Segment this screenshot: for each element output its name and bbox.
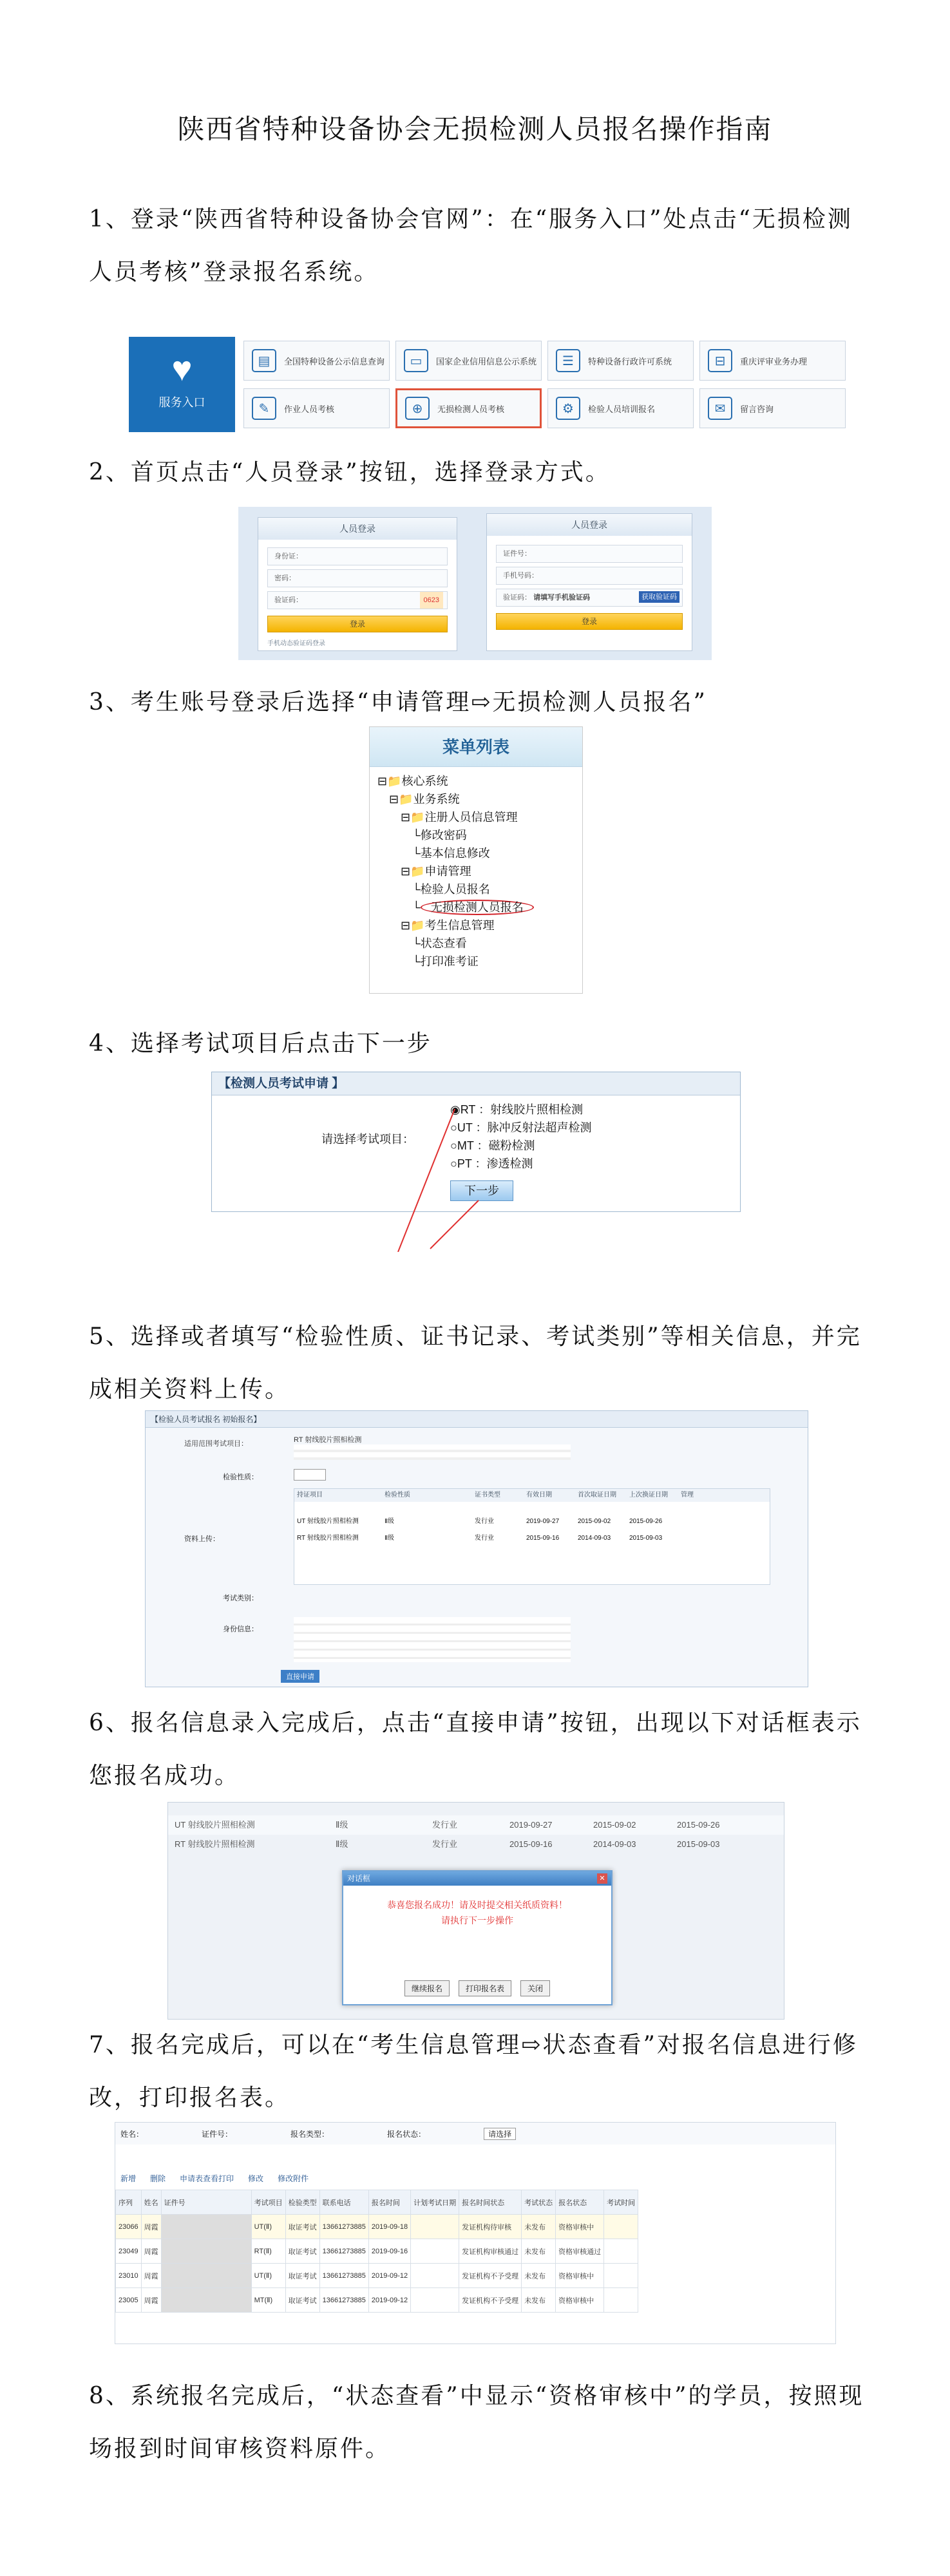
sms-input[interactable]: 验证码： 请填写手机验证码 获取验证码 <box>496 589 683 607</box>
page-title: 陕西省特种设备协会无损检测人员报名操作指南 <box>177 113 773 145</box>
menu-header: 菜单列表 <box>370 727 582 767</box>
captcha-input[interactable]: 验证码： 0623 <box>267 591 448 609</box>
exam-select-label: 请选择考试项目： <box>321 1133 414 1146</box>
nature-select[interactable] <box>294 1469 326 1481</box>
review-icon: ⊟ <box>708 349 732 372</box>
menu-change-password[interactable]: └修改密码 <box>412 829 467 842</box>
service-entry-tile[interactable] <box>129 337 235 432</box>
exam-panel-header: 【检测人员考试申请 】 <box>212 1072 740 1095</box>
status-table: 序列 姓名 证件号 考试项目 检验类型 联系电话 报名时间 计划考试日期 报名时间状态 考试状态 报名状态 考试时间 23066 周霞 UT(Ⅱ) 取证考试 13661273885 2019-09-18 发证机构待审核 未发布 资格审核中 23049 周霞 RT(Ⅱ) 取证考试 13661273885 2019-09-16 发证机构审核通过 未发布 资格审核通过 23010 周霞 UT(Ⅱ) 取证考试 13661273885 2019-09-12 发证机构不予受理 未发布 资格审核中 23005 周霞 MT(Ⅱ) 取证考试 13661273885 2019-09-12 发证机构不予受理 未发布 资格审核中 <box>115 2190 638 2313</box>
continue-button[interactable]: 继续报名 <box>404 1980 450 1996</box>
table-row[interactable]: 23010 周霞 UT(Ⅱ) 取证考试 13661273885 2019-09-12 发证机构不予受理 未发布 资格审核中 <box>116 2264 638 2288</box>
login-button-sms[interactable]: 登录 <box>496 613 683 630</box>
option-mt[interactable]: ○MT ：磁粉检测 <box>450 1139 535 1152</box>
document-icon: ▤ <box>252 349 276 372</box>
status-select[interactable]: 请选择 <box>484 2128 516 2140</box>
chat-icon: ✉ <box>708 397 732 420</box>
option-pt[interactable]: ○PT ：渗透检测 <box>450 1157 533 1170</box>
login-button[interactable]: 登录 <box>267 616 448 632</box>
option-ut[interactable]: ○UT ：脉冲反射法超声检测 <box>450 1121 592 1134</box>
step-5: 5、选择或者填写“检验性质、证书记录、考试类别”等相关信息，并完成相关资料上传。 <box>89 1323 862 1403</box>
login-panel-left: 人员登录 身份证： 密码： 验证码： 0623 登录 手机动态验证码登录 <box>258 517 457 651</box>
edit-button[interactable]: 修改 <box>248 2174 264 2183</box>
tile-review[interactable]: ⊟ 重庆评审业务办理 <box>699 341 846 381</box>
table-row[interactable]: 23066 周霞 UT(Ⅱ) 取证考试 13661273885 2019-09-18 发证机构待审核 未发布 资格审核中 <box>116 2215 638 2239</box>
menu-figure <box>369 726 583 994</box>
tile-ndt-exam[interactable]: ⊕ 无损检测人员考核 <box>395 388 542 428</box>
monitor-icon: ▭ <box>404 349 428 372</box>
menu-registration[interactable]: ⊟📁注册人员信息管理 <box>401 811 518 824</box>
service-entry-figure <box>129 337 853 432</box>
tile-message[interactable]: ✉ 留言咨询 <box>699 388 846 428</box>
add-button[interactable]: 新增 <box>120 2174 137 2183</box>
tile-training[interactable]: ⚙ 检验人员培训报名 <box>547 388 694 428</box>
next-button[interactable]: 下一步 <box>450 1180 513 1201</box>
menu-business[interactable]: ⊟📁业务系统 <box>389 793 460 806</box>
menu-ndt-signup[interactable]: └ 无损检测人员报名 <box>377 898 534 916</box>
phone-input[interactable]: 手机号码： <box>496 567 683 585</box>
training-icon: ⚙ <box>556 397 580 420</box>
menu-status[interactable]: └状态查看 <box>412 937 467 950</box>
heart-hand-icon: ♥ <box>171 350 193 388</box>
success-dialog-figure: UT 射线胶片照相检测 Ⅱ级 发行业 2019-09-27 2015-09-02 2015-09-26 RT 射线胶片照相检测 Ⅱ级 发行业 2015-09-16 2014-09-03 2015-09-03 对话框 ✕ 恭喜您报名成功！请及时提交相关纸质资料！ 请执行下一步操作 继续报名 打印报名表 关闭 <box>167 1802 784 2020</box>
signup-form-figure: 【检验人员考试报名 初始报名】 适用范围考试项目： RT 射线胶片照相检测 检验性质： 资料上传： 持证项目 检验性质 证书类型 有效日期 首次取证日期 上次换证日期 管理 UT 射线胶片照相检测 Ⅱ级 发行业 2019-09-27 2015-09-02 2015-09-26 RT 射线胶片照相检测 Ⅱ级 发行业 2015-09-16 2014-09-03 2015-09-03 考试类别： 身份信息： 直接申请 <box>145 1410 808 1687</box>
step-6: 6、报名信息录入完成后，点击“直接申请”按钮，出现以下对话框表示您报名成功。 <box>89 1710 862 1789</box>
print-form-button[interactable]: 打印报名表 <box>459 1980 511 1996</box>
id-input[interactable]: 身份证： <box>267 547 448 565</box>
close-button[interactable]: 关闭 <box>520 1980 550 1996</box>
exam-icon: ✎ <box>252 397 276 420</box>
list-icon: ☰ <box>556 349 580 372</box>
exam-select-figure <box>211 1072 741 1252</box>
status-list-figure: 姓名： 证件号： 报名类型： 报名状态： 请选择 新增 删除 申请表查看打印 修改 修改附件 序列 姓名 证件号 考试项目 检验类型 联系电话 报名时间 计划考试日期 报名时间状态 考试状态 报名状态 考试时间 23066 周霞 UT(Ⅱ) 取证考试 13661273885 2019-09-18 发证机构待审核 未发布 资格审核中 23049 周霞 RT(Ⅱ) 取证考试 13661273885 2019-09-16 发证机构审核通过 未发布 资格审核通过 23010 周霞 UT(Ⅱ) 取证考试 13661273885 2019-09-12 发证机构不予受理 未发布 资格审核中 23005 周霞 MT(Ⅱ) 取证考试 13661273885 2019-09-12 发证机构不予受理 未发布 资格审核中 <box>115 2122 836 2344</box>
table-row[interactable]: 23049 周霞 RT(Ⅱ) 取证考试 13661273885 2019-09-16 发证机构审核通过 未发布 资格审核通过 <box>116 2239 638 2264</box>
captcha-image[interactable]: 0623 <box>420 592 443 609</box>
delete-button[interactable]: 删除 <box>150 2174 166 2183</box>
step-2: 2、首页点击“人员登录”按钮，选择登录方式。 <box>89 459 611 486</box>
menu-inspector-signup[interactable]: └检验人员报名 <box>412 883 490 896</box>
success-message: 恭喜您报名成功！请及时提交相关纸质资料！ <box>387 1900 567 1910</box>
cert-input[interactable]: 证件号： <box>496 545 683 563</box>
annotation-arrows <box>211 1072 741 1252</box>
step-3: 3、考生账号登录后选择“申请管理⇨无损检测人员报名” <box>89 689 707 715</box>
menu-tree <box>377 772 534 971</box>
submit-button[interactable]: 直接申请 <box>281 1670 319 1683</box>
step-1: 1、登录“陕西省特种设备协会官网”：在“服务入口”处点击“无损检测人员考核”登录报名系统。 <box>89 206 853 285</box>
arrow-to-next <box>430 1200 479 1249</box>
project-name: RT 射线胶片照相检测 <box>294 1436 362 1444</box>
service-entry-label: 服务入口 <box>158 396 205 409</box>
cert-row[interactable]: RT 射线胶片照相检测 Ⅱ级 发行业 2015-09-16 2014-09-03 2015-09-03 <box>297 1535 663 1542</box>
step-4: 4、选择考试项目后点击下一步 <box>89 1030 432 1057</box>
ndt-icon: ⊕ <box>405 397 430 420</box>
cert-table: 持证项目 检验性质 证书类型 有效日期 首次取证日期 上次换证日期 管理 UT 射线胶片照相检测 Ⅱ级 发行业 2019-09-27 2015-09-02 2015-09-26 RT 射线胶片照相检测 Ⅱ级 发行业 2015-09-16 2014-09-03 2015-09-03 <box>294 1488 770 1585</box>
login-panel-right: 人员登录 证件号： 手机号码： 验证码： 请填写手机验证码 获取验证码 登录 <box>486 513 692 651</box>
password-input[interactable]: 密码： <box>267 569 448 587</box>
table-row[interactable]: 23005 周霞 MT(Ⅱ) 取证考试 13661273885 2019-09-12 发证机构不予受理 未发布 资格审核中 <box>116 2288 638 2313</box>
menu-candidate[interactable]: ⊟📁考生信息管理 <box>401 919 495 932</box>
tile-national-info[interactable]: ▤ 全国特种设备公示信息查询 <box>243 341 390 381</box>
tile-credit-info[interactable]: ▭ 国家企业信用信息公示系统 <box>395 341 542 381</box>
tile-license[interactable]: ☰ 特种设备行政许可系统 <box>547 341 694 381</box>
menu-edit-info[interactable]: └基本信息修改 <box>412 847 490 860</box>
alt-login-link[interactable]: 手机动态验证码登录 <box>267 640 325 647</box>
close-icon[interactable]: ✕ <box>597 1873 607 1884</box>
edit-attachment-button[interactable]: 修改附件 <box>278 2174 309 2183</box>
option-rt[interactable]: ◉RT ：射线胶片照相检测 <box>450 1103 584 1116</box>
sms-code-button[interactable]: 获取验证码 <box>639 591 679 603</box>
step-7: 7、报名完成后，可以在“考生信息管理⇨状态查看”对报名信息进行修改，打印报名表。 <box>89 2032 858 2111</box>
view-print-button[interactable]: 申请表查看打印 <box>180 2174 234 2183</box>
menu-core[interactable]: ⊟📁核心系统 <box>377 775 448 788</box>
login-figure <box>238 507 712 660</box>
menu-print-ticket[interactable]: └打印准考证 <box>412 955 479 968</box>
tile-operator-exam[interactable]: ✎ 作业人员考核 <box>243 388 390 428</box>
arrow-to-option <box>398 1109 455 1252</box>
cert-row[interactable]: UT 射线胶片照相检测 Ⅱ级 发行业 2019-09-27 2015-09-02 2015-09-26 <box>297 1518 663 1525</box>
menu-application[interactable]: ⊟📁申请管理 <box>401 865 471 878</box>
success-dialog: 对话框 ✕ 恭喜您报名成功！请及时提交相关纸质资料！ 请执行下一步操作 继续报名 打印报名表 关闭 <box>342 1870 613 2005</box>
step-8: 8、系统报名完成后，“状态查看”中显示“资格审核中”的学员，按照现场报到时间审核资料原件。 <box>89 2383 864 2462</box>
